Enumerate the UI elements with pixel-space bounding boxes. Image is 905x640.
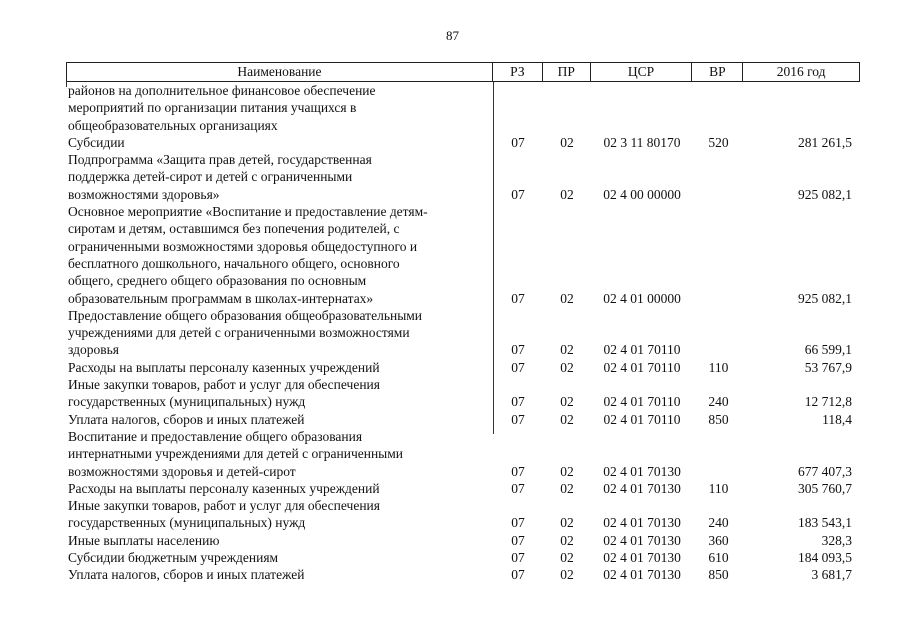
row-name-line: государственных (муниципальных) нужд <box>68 515 306 531</box>
left-border-stub <box>66 82 67 87</box>
row-pr: 02 <box>560 567 574 583</box>
table-row <box>66 549 860 566</box>
row-name-line: возможностями здоровья и детей-сирот <box>68 463 296 479</box>
row-name <box>66 549 493 566</box>
row-pr: 02 <box>560 550 574 566</box>
row-sum: 183 543,1 <box>798 515 852 531</box>
row-sum: 12 712,8 <box>804 394 852 410</box>
row-name <box>66 134 493 151</box>
row-rz: 07 <box>511 550 525 566</box>
row-rz: 07 <box>511 567 525 583</box>
row-pr: 02 <box>560 342 574 358</box>
row-name <box>66 376 493 411</box>
header-name: Наименование <box>67 63 493 81</box>
row-vr: 850 <box>708 567 729 583</box>
row-name <box>66 203 493 307</box>
row-name-line: Иные закупки товаров, работ и услуг для обеспечения <box>68 377 380 393</box>
table-row <box>66 376 860 411</box>
table-row <box>66 480 860 497</box>
row-name-line: общеобразовательных организациях <box>68 117 278 133</box>
row-name-line: образовательным программам в школах-интернатах» <box>68 290 374 306</box>
row-csr: 02 4 01 70130 <box>603 463 681 479</box>
row-sum: 66 599,1 <box>804 342 852 358</box>
row-name-line: Расходы на выплаты персоналу казенных учреждений <box>68 480 380 496</box>
row-name-line: мероприятий по организации питания учащихся в <box>68 100 357 116</box>
row-csr: 02 4 01 70130 <box>603 480 681 496</box>
row-csr: 02 4 00 00000 <box>603 186 681 202</box>
row-vr: 850 <box>708 411 729 427</box>
page-number: 87 <box>446 28 459 43</box>
row-rz: 07 <box>511 342 525 358</box>
row-rz: 07 <box>511 480 525 496</box>
table-row <box>66 134 860 151</box>
row-name <box>66 532 493 549</box>
row-name-line: районов на дополнительное финансовое обеспечение <box>68 83 376 98</box>
row-csr: 02 4 01 70130 <box>603 567 681 583</box>
header-pr: ПР <box>543 63 591 81</box>
table-row <box>66 359 860 376</box>
row-rz: 07 <box>511 411 525 427</box>
row-pr: 02 <box>560 532 574 548</box>
table-row <box>66 307 860 359</box>
row-sum: 925 082,1 <box>798 186 852 202</box>
row-pr: 02 <box>560 515 574 531</box>
row-rz: 07 <box>511 515 525 531</box>
row-sum: 305 760,7 <box>798 480 852 496</box>
row-name-line: Уплата налогов, сборов и иных платежей <box>68 411 305 427</box>
row-vr: 520 <box>708 134 729 150</box>
row-csr: 02 4 01 00000 <box>603 290 681 306</box>
row-csr: 02 4 01 70130 <box>603 532 681 548</box>
row-name-line: Воспитание и предоставление общего образования <box>68 428 363 444</box>
row-pr: 02 <box>560 134 574 150</box>
row-sum: 3 681,7 <box>811 567 852 583</box>
header-rz: РЗ <box>493 63 543 81</box>
row-name-line: поддержка детей-сирот и детей с ограниченными <box>68 169 353 185</box>
row-rz: 07 <box>511 359 525 375</box>
row-sum: 184 093,5 <box>798 550 852 566</box>
row-name <box>66 82 493 134</box>
row-name-line: здоровья <box>68 342 119 358</box>
row-name-line: общего, среднего общего образования по основным <box>68 273 367 289</box>
row-name-line: сиротам и детям, оставшимся без попечения родителей, с <box>68 221 400 237</box>
row-sum: 677 407,3 <box>798 463 852 479</box>
row-csr: 02 4 01 70110 <box>603 394 681 410</box>
row-rz: 07 <box>511 532 525 548</box>
row-name-line: государственных (муниципальных) нужд <box>68 394 306 410</box>
row-pr: 02 <box>560 290 574 306</box>
name-column-border <box>493 82 494 434</box>
table-row <box>66 566 860 583</box>
row-name-line: Предоставление общего образования общеобразовательными <box>68 307 423 323</box>
row-name <box>66 307 493 359</box>
row-vr: 610 <box>708 550 729 566</box>
row-vr: 110 <box>708 480 729 496</box>
row-sum: 118,4 <box>822 411 852 427</box>
table-row <box>66 203 860 307</box>
table-row <box>66 411 860 428</box>
row-pr: 02 <box>560 480 574 496</box>
row-vr: 240 <box>708 394 729 410</box>
table-row <box>66 428 860 480</box>
row-rz: 07 <box>511 290 525 306</box>
row-pr: 02 <box>560 359 574 375</box>
row-name-line: Подпрограмма «Защита прав детей, государственная <box>68 152 372 168</box>
row-name <box>66 566 493 583</box>
row-csr: 02 4 01 70110 <box>603 342 681 358</box>
row-name-line: Субсидии бюджетным учреждениям <box>68 550 279 566</box>
row-pr: 02 <box>560 411 574 427</box>
row-vr: 110 <box>708 359 729 375</box>
row-rz: 07 <box>511 134 525 150</box>
row-csr: 02 4 01 70130 <box>603 550 681 566</box>
row-sum: 53 767,9 <box>804 359 852 375</box>
table-row <box>66 82 860 134</box>
row-pr: 02 <box>560 394 574 410</box>
row-name-line: Основное мероприятие «Воспитание и предоставление детям- <box>68 204 428 220</box>
row-name-line: учреждениями для детей с ограниченными возможностями <box>68 325 410 341</box>
row-name <box>66 151 493 203</box>
row-rz: 07 <box>511 186 525 202</box>
row-csr: 02 4 01 70110 <box>603 359 681 375</box>
row-pr: 02 <box>560 186 574 202</box>
row-name <box>66 411 493 428</box>
table-header <box>66 62 860 82</box>
table-row <box>66 497 860 532</box>
header-vr: ВР <box>692 63 743 81</box>
table-row <box>66 532 860 549</box>
row-csr: 02 4 01 70110 <box>603 411 681 427</box>
row-name-line: Иные выплаты населению <box>68 532 220 548</box>
row-name <box>66 359 493 376</box>
row-name-line: Иные закупки товаров, работ и услуг для обеспечения <box>68 498 380 514</box>
table-body <box>66 82 860 584</box>
row-name-line: бесплатного дошкольного, начального общего, основного <box>68 255 400 271</box>
table-row <box>66 151 860 203</box>
row-vr: 360 <box>708 532 729 548</box>
row-sum: 281 261,5 <box>798 134 852 150</box>
row-vr: 240 <box>708 515 729 531</box>
budget-table <box>66 62 860 584</box>
row-rz: 07 <box>511 394 525 410</box>
row-rz: 07 <box>511 463 525 479</box>
row-name-line: возможностями здоровья» <box>68 186 220 202</box>
row-name <box>66 428 493 480</box>
row-csr: 02 3 11 80170 <box>603 134 681 150</box>
header-csr: ЦСР <box>591 63 693 81</box>
row-csr: 02 4 01 70130 <box>603 515 681 531</box>
row-pr: 02 <box>560 463 574 479</box>
row-name-line: интернатными учреждениями для детей с ограниченными <box>68 446 404 462</box>
row-name-line: Расходы на выплаты персоналу казенных учреждений <box>68 359 380 375</box>
header-sum: 2016 год <box>776 64 826 79</box>
row-name-line: Уплата налогов, сборов и иных платежей <box>68 567 305 583</box>
row-sum: 328,3 <box>821 532 852 548</box>
row-name-line: ограниченными возможностями здоровья общедоступного и <box>68 238 418 254</box>
row-name <box>66 480 493 497</box>
row-name-line: Субсидии <box>68 134 125 150</box>
row-name <box>66 497 493 532</box>
row-sum: 925 082,1 <box>798 290 852 306</box>
